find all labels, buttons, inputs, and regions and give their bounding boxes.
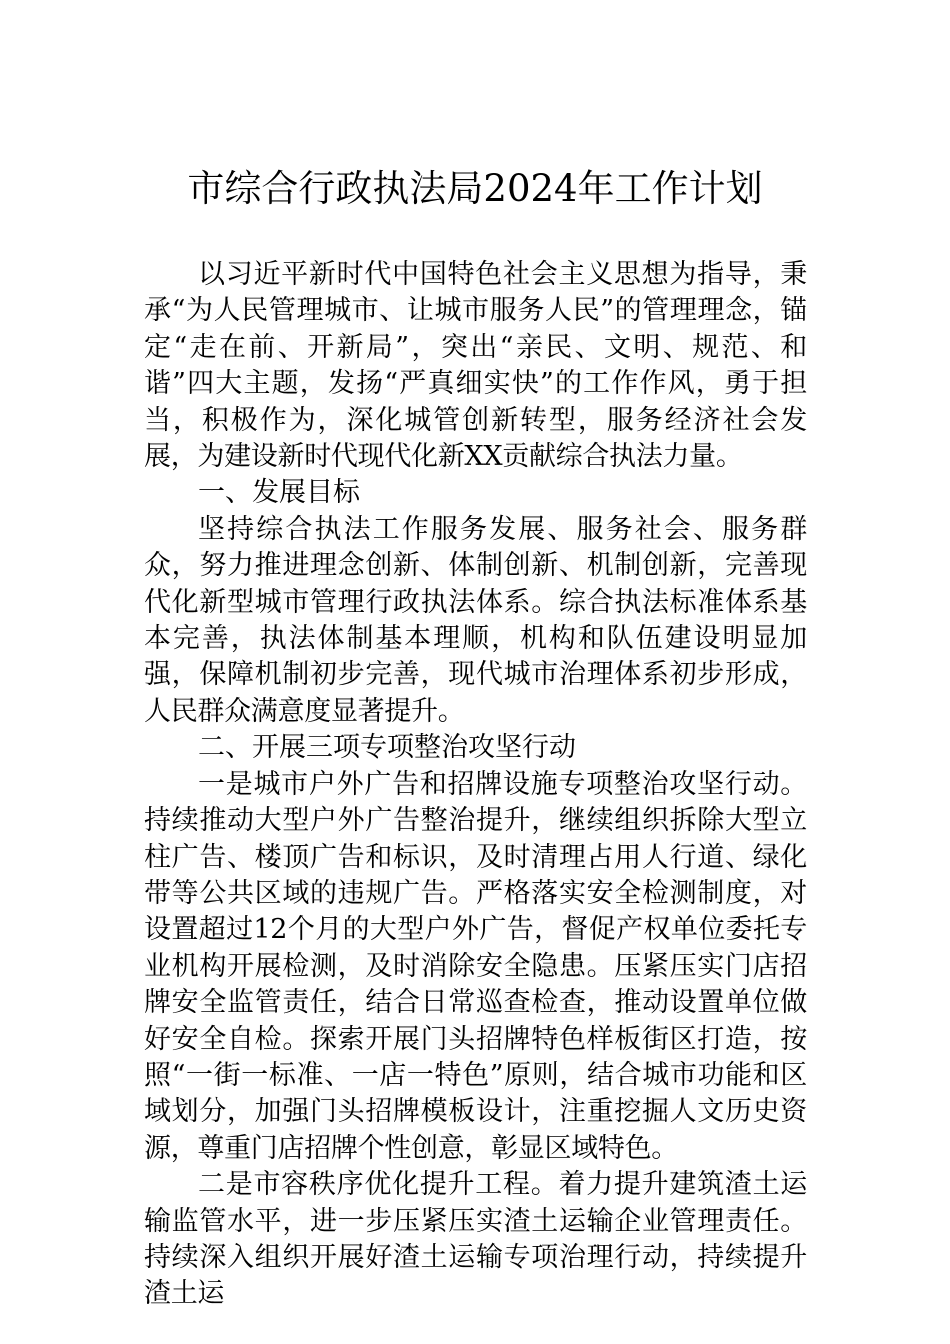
city-appearance-paragraph: 二是市容秩序优化提升工程。着力提升建筑渣土运输监管水平，进一步压紧压实渣土运输企业管理责任。持续深入组织开展好渣土运输专项治理行动，持续提升渣土运 bbox=[144, 1169, 807, 1310]
section-heading-development-goals: 一、发展目标 bbox=[198, 477, 360, 509]
document-body bbox=[144, 257, 807, 1313]
intro-paragraph: 以习近平新时代中国特色社会主义思想为指导，秉承“为人民管理城市、让城市服务人民”的管理理念，锚定“走在前、开新局”，突出“亲民、文明、规范、和谐”四大主题，发扬“严真细实快”的工作作风，勇于担当，积极作为，深化城管创新转型，服务经济社会发展，为建设新时代现代化新XX贡献综合执法力量。 bbox=[144, 259, 807, 473]
section-heading-special-actions: 二、开展三项专项整治攻坚行动 bbox=[198, 732, 576, 764]
document-title: 市综合行政执法局2024年工作计划 bbox=[187, 167, 763, 210]
development-goals-paragraph: 坚持综合执法工作服务发展、服务社会、服务群众，努力推进理念创新、体制创新、机制创新，完善现代化新型城市管理行政执法体系。综合执法标准体系基本完善，执法体制基本理顺，机构和队伍建设明显加强，保障机制初步完善，现代城市治理体系初步形成，人民群众满意度显著提升。 bbox=[144, 513, 807, 727]
outdoor-advertising-paragraph: 一是城市户外广告和招牌设施专项整治攻坚行动。持续推动大型户外广告整治提升，继续组织拆除大型立柱广告、楼顶广告和标识，及时清理占用人行道、绿化带等公共区域的违规广告。严格落实安全检测制度，对设置超过12个月的大型户外广告，督促产权单位委托专业机构开展检测，及时消除安全隐患。压紧压实门店招牌安全监管责任，结合日常巡查检查，推动设置单位做好安全自检。探索开展门头招牌特色样板街区打造，按照“一街一标准、一店一特色”原则，结合城市功能和区域划分，加强门头招牌模板设计，注重挖掘人文历史资源，尊重门店招牌个性创意，彰显区域特色。 bbox=[144, 768, 807, 1164]
